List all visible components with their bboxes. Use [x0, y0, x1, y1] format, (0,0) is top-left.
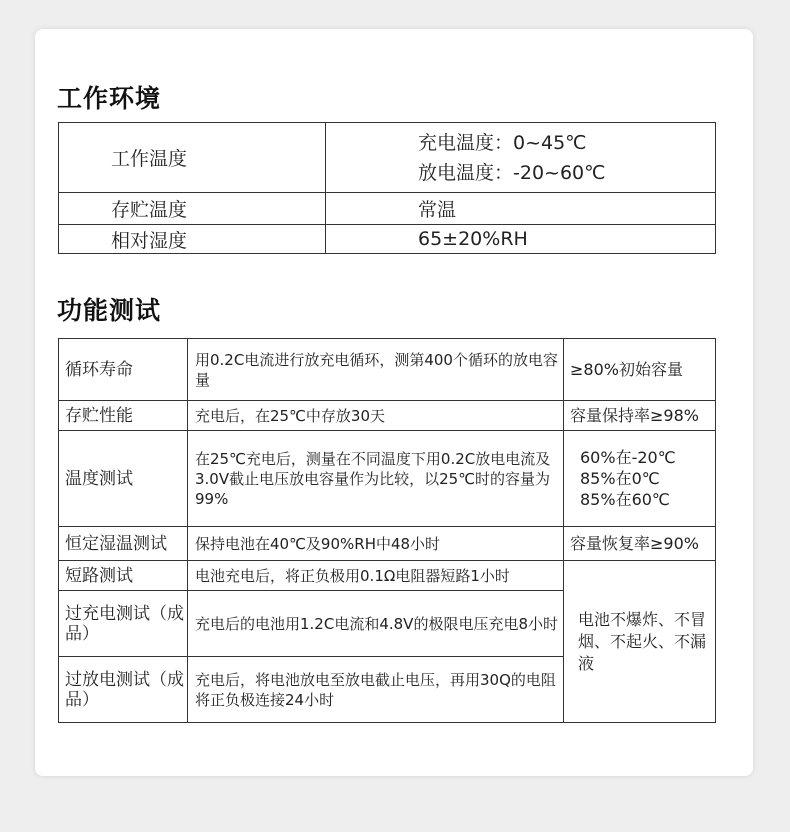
- merged-result-cell: 电池不爆炸、不冒烟、不起火、不漏液: [564, 561, 716, 723]
- table-row: [59, 561, 716, 591]
- test-name-cell: 过放电测试（成品）: [59, 657, 188, 723]
- env-value-line: 充电温度：0~45℃: [418, 131, 587, 154]
- env-label-cell: 工作温度: [59, 123, 326, 193]
- spec-card: [35, 29, 753, 776]
- table-row: [59, 401, 716, 431]
- env-value-cell: 常温: [326, 193, 716, 225]
- test-result-cell: [564, 431, 716, 527]
- env-label-cell: 存贮温度: [59, 193, 326, 225]
- test-name-cell: 过充电测试（成品）: [59, 591, 188, 657]
- result-line: 60%在-20℃: [580, 448, 676, 467]
- table-row: [59, 339, 716, 401]
- test-result-cell: 容量保持率≥98%: [564, 401, 716, 431]
- test-desc-cell: 保持电池在40℃及90%RH中48小时: [188, 527, 564, 561]
- table-row: [59, 123, 716, 193]
- env-value-cell: [326, 123, 716, 193]
- env-value-line: 放电温度：-20~60℃: [418, 161, 606, 184]
- table-row: [59, 527, 716, 561]
- test-desc-cell: 用0.2C电流进行放充电循环，测第400个循环的放电容量: [188, 339, 564, 401]
- test-result-cell: 容量恢复率≥90%: [564, 527, 716, 561]
- test-name-cell: 短路测试: [59, 561, 188, 591]
- test-name-cell: 循环寿命: [59, 339, 188, 401]
- func-table: [58, 338, 716, 723]
- result-line: 85%在0℃: [580, 469, 660, 488]
- env-label-cell: 相对湿度: [59, 225, 326, 254]
- test-desc-cell: 充电后的电池用1.2C电流和4.8V的极限电压充电8小时: [188, 591, 564, 657]
- test-name-cell: 存贮性能: [59, 401, 188, 431]
- table-row: [59, 193, 716, 225]
- test-desc-cell: 电池充电后，将正负极用0.1Ω电阻器短路1小时: [188, 561, 564, 591]
- test-desc-cell: 充电后，将电池放电至放电截止电压，再用30Q的电阻将正负极连接24小时: [188, 657, 564, 723]
- env-section-title: 工作环境: [57, 84, 162, 113]
- func-section-title: 功能测试: [57, 296, 162, 325]
- test-name-cell: 恒定湿温测试: [59, 527, 188, 561]
- table-row: [59, 225, 716, 254]
- test-name-cell: 温度测试: [59, 431, 188, 527]
- result-line: 85%在60℃: [580, 490, 670, 509]
- test-desc-cell: 充电后，在25℃中存放30天: [188, 401, 564, 431]
- table-row: [59, 431, 716, 527]
- env-table: [58, 122, 716, 254]
- env-value-cell: 65±20%RH: [326, 225, 716, 254]
- test-result-cell: ≥80%初始容量: [564, 339, 716, 401]
- test-desc-cell: 在25℃充电后，测量在不同温度下用0.2C放电电流及3.0V截止电压放电容量作为比较，以25℃时的容量为99%: [188, 431, 564, 527]
